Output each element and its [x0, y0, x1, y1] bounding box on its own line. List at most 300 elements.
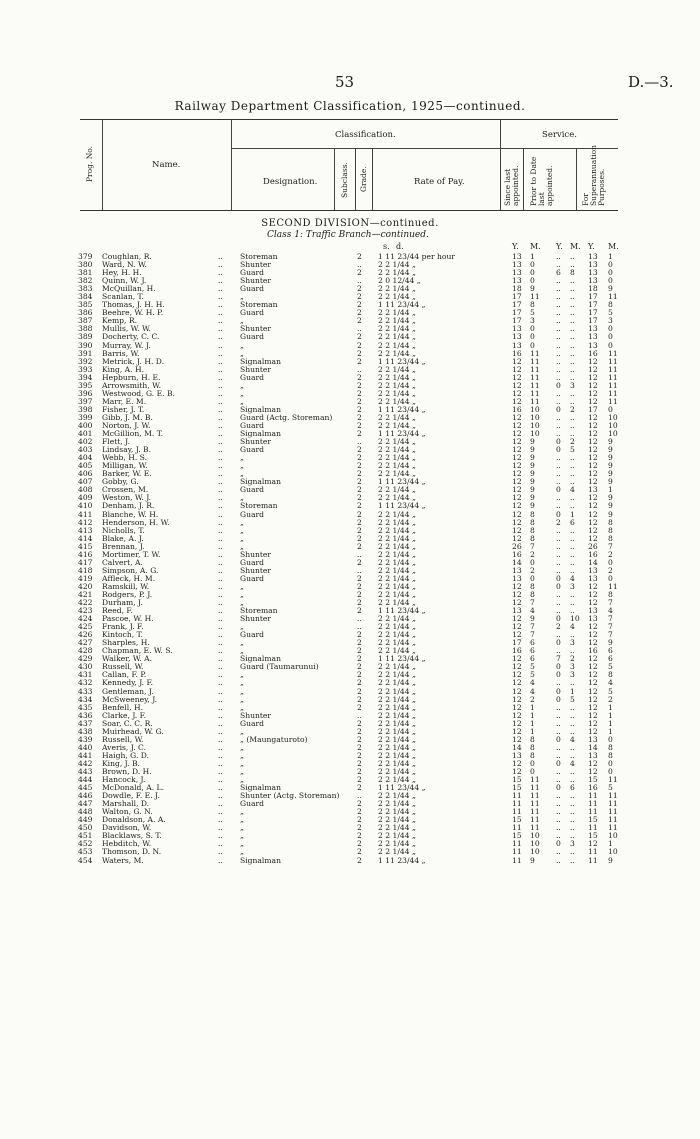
- cell-prog-no: 442: [78, 758, 93, 768]
- cell-leader-dots: ..: [218, 292, 223, 302]
- cell-since-years: 16: [512, 646, 522, 656]
- cell-leader-dots: ..: [218, 348, 223, 358]
- cell-name: Chapman, E. W. S.: [102, 646, 173, 656]
- cell-since-years: 11: [512, 847, 522, 857]
- cell-grade: ..: [357, 614, 362, 624]
- cell-name: Davidson, W.: [102, 823, 152, 833]
- cell-since-years: 12: [512, 767, 522, 776]
- cell-leader-dots: ..: [218, 622, 223, 632]
- cell-name: Brown, D. H.: [102, 767, 152, 776]
- cell-since-months: 11: [530, 783, 540, 793]
- cell-rate-of-pay: 2 2 1/44 „: [378, 758, 416, 768]
- cell-total-years: 12: [588, 654, 598, 664]
- subhead-shillings: s.: [383, 242, 390, 251]
- cell-since-years: 12: [512, 469, 522, 479]
- cell-since-months: 1: [530, 710, 535, 720]
- cell-name: Reed, F.: [102, 606, 133, 616]
- cell-designation: „: [240, 775, 244, 785]
- cell-prog-no: 411: [78, 509, 93, 519]
- cell-total-months: 0: [608, 573, 613, 583]
- cell-rate-of-pay: 2 2 1/44 „: [378, 412, 416, 422]
- cell-designation: „: [240, 525, 244, 535]
- cell-leader-dots: ..: [218, 300, 223, 310]
- cell-designation: „: [240, 686, 244, 696]
- cell-prior-years: ..: [556, 598, 561, 608]
- cell-since-years: 12: [512, 356, 522, 366]
- cell-prior-months: ..: [570, 348, 575, 358]
- cell-total-months: 9: [608, 461, 613, 471]
- cell-total-months: 10: [608, 420, 618, 430]
- cell-since-years: 18: [512, 284, 522, 294]
- cell-rate-of-pay: 2 2 1/44 „: [378, 308, 416, 318]
- cell-rate-of-pay: 2 2 1/44 „: [378, 847, 416, 857]
- cell-leader-dots: ..: [218, 831, 223, 841]
- cell-grade: 2: [357, 630, 362, 640]
- cell-prior-years: 0: [556, 573, 561, 583]
- cell-rate-of-pay: 1 11 23/44 „: [378, 429, 426, 439]
- cell-prior-years: ..: [556, 493, 561, 503]
- cell-prior-years: ..: [556, 791, 561, 801]
- cell-since-years: 12: [512, 493, 522, 503]
- cell-prior-years: ..: [556, 815, 561, 825]
- cell-total-years: 11: [588, 823, 598, 833]
- cell-since-months: 6: [530, 646, 535, 656]
- cell-prior-months: ..: [570, 847, 575, 857]
- cell-grade: 2: [357, 726, 362, 736]
- cell-name: Docherty, C. C.: [102, 332, 160, 342]
- cell-prior-years: ..: [556, 630, 561, 640]
- cell-designation: „: [240, 839, 244, 849]
- cell-since-months: 7: [530, 630, 535, 640]
- cell-since-years: 13: [512, 606, 522, 616]
- cell-designation: „: [240, 750, 244, 760]
- cell-name: Russell, W.: [102, 734, 144, 744]
- cell-designation: „: [240, 292, 244, 302]
- cell-name: Webb, H. S.: [102, 453, 148, 463]
- cell-prog-no: 385: [78, 300, 93, 310]
- cell-prog-no: 421: [78, 589, 93, 599]
- cell-rate-of-pay: 2 2 1/44 „: [378, 340, 416, 350]
- cell-total-years: 12: [588, 767, 598, 776]
- cell-grade: 2: [357, 783, 362, 793]
- cell-designation: Shunter: [240, 260, 272, 270]
- cell-grade: 2: [357, 718, 362, 728]
- cell-prior-years: 0: [556, 485, 561, 495]
- cell-prog-no: 410: [78, 501, 93, 511]
- cell-total-years: 13: [588, 750, 598, 760]
- cell-name: Nicholls, T.: [102, 525, 145, 535]
- cell-prog-no: 404: [78, 453, 93, 463]
- cell-name: Hancock, J.: [102, 775, 146, 785]
- cell-since-years: 16: [512, 404, 522, 414]
- cell-leader-dots: ..: [218, 517, 223, 527]
- cell-total-months: 11: [608, 791, 618, 801]
- cell-rate-of-pay: 1 11 23/44 „: [378, 855, 426, 865]
- cell-designation: „: [240, 469, 244, 479]
- cell-prior-years: ..: [556, 284, 561, 294]
- cell-prior-years: ..: [556, 718, 561, 728]
- cell-designation: „: [240, 726, 244, 736]
- cell-total-years: 12: [588, 710, 598, 720]
- cell-grade: 2: [357, 517, 362, 527]
- cell-prior-months: 2: [570, 654, 575, 664]
- cell-prior-months: ..: [570, 831, 575, 841]
- cell-rate-of-pay: 2 2 1/44 „: [378, 589, 416, 599]
- cell-grade: 2: [357, 573, 362, 583]
- cell-prog-no: 449: [78, 815, 93, 825]
- cell-prior-months: ..: [570, 493, 575, 503]
- cell-total-years: 17: [588, 292, 598, 302]
- cell-name: Callan, F. P.: [102, 670, 147, 680]
- cell-grade: 2: [357, 316, 362, 326]
- cell-since-months: 9: [530, 453, 535, 463]
- cell-leader-dots: ..: [218, 630, 223, 640]
- cell-prog-no: 384: [78, 292, 93, 302]
- cell-grade: 2: [357, 557, 362, 567]
- cell-rate-of-pay: 2 2 1/44 „: [378, 807, 416, 817]
- cell-total-years: 11: [588, 807, 598, 817]
- cell-total-years: 11: [588, 847, 598, 857]
- cell-prog-no: 440: [78, 742, 93, 752]
- cell-designation: „: [240, 638, 244, 648]
- cell-prior-years: ..: [556, 396, 561, 406]
- cell-designation: Guard: [240, 268, 264, 278]
- cell-leader-dots: ..: [218, 453, 223, 463]
- cell-prior-years: ..: [556, 702, 561, 712]
- cell-total-months: 8: [608, 300, 613, 310]
- cell-designation: „: [240, 461, 244, 471]
- subhead-years-1: Y.: [512, 242, 519, 251]
- cell-prog-no: 389: [78, 332, 93, 342]
- cell-prog-no: 396: [78, 388, 93, 398]
- cell-prior-years: ..: [556, 767, 561, 776]
- cell-since-years: 12: [512, 412, 522, 422]
- cell-total-years: 12: [588, 372, 598, 382]
- cell-rate-of-pay: 2 2 1/44 „: [378, 686, 416, 696]
- cell-prog-no: 454: [78, 855, 93, 865]
- cell-prior-months: 5: [570, 445, 575, 455]
- cell-total-months: 9: [608, 453, 613, 463]
- prior-to-header: Prior to Date last appointed.: [529, 156, 554, 206]
- cell-prog-no: 428: [78, 646, 93, 656]
- cell-name: King, J. B.: [102, 758, 140, 768]
- cell-prior-years: 0: [556, 839, 561, 849]
- cell-total-years: 14: [588, 742, 598, 752]
- cell-leader-dots: ..: [218, 501, 223, 511]
- cell-name: Thomas, J. H. H.: [102, 300, 165, 310]
- cell-prog-no: 414: [78, 533, 93, 543]
- cell-total-years: 12: [588, 380, 598, 390]
- cell-prior-years: 6: [556, 268, 561, 278]
- cell-leader-dots: ..: [218, 324, 223, 334]
- cell-total-months: 1: [608, 702, 613, 712]
- cell-prior-months: ..: [570, 855, 575, 865]
- cell-prog-no: 443: [78, 767, 93, 776]
- cell-prog-no: 417: [78, 557, 93, 567]
- cell-prior-months: ..: [570, 630, 575, 640]
- cell-total-years: 12: [588, 726, 598, 736]
- cell-designation: Signalman: [240, 404, 281, 414]
- cell-name: Beehre, W. H. P.: [102, 308, 164, 318]
- cell-total-months: 11: [608, 581, 618, 591]
- cell-prog-no: 402: [78, 437, 93, 447]
- cell-leader-dots: ..: [218, 284, 223, 294]
- cell-prog-no: 444: [78, 775, 93, 785]
- cell-name: Barker, W. E.: [102, 469, 152, 479]
- cell-prior-years: ..: [556, 710, 561, 720]
- cell-prior-months: ..: [570, 477, 575, 487]
- cell-total-months: 8: [608, 750, 613, 760]
- cell-since-years: 12: [512, 662, 522, 672]
- cell-since-years: 12: [512, 710, 522, 720]
- cell-total-years: 11: [588, 799, 598, 809]
- cell-prog-no: 436: [78, 710, 93, 720]
- cell-prog-no: 379: [78, 252, 93, 261]
- cell-prior-months: ..: [570, 606, 575, 616]
- cell-name: Murray, W. J.: [102, 340, 151, 350]
- cell-leader-dots: ..: [218, 396, 223, 406]
- cell-prog-no: 434: [78, 694, 93, 704]
- cell-total-years: 18: [588, 284, 598, 294]
- cell-name: Soar, C. C. R.: [102, 718, 153, 728]
- cell-total-years: 12: [588, 662, 598, 672]
- cell-since-years: 12: [512, 372, 522, 382]
- cell-since-months: 11: [530, 396, 540, 406]
- section-title: SECOND DIVISION—continued.: [261, 218, 439, 229]
- cell-prior-months: ..: [570, 501, 575, 511]
- cell-prior-years: ..: [556, 276, 561, 286]
- cell-total-years: 13: [588, 260, 598, 270]
- cell-name: Blanche, W. H.: [102, 509, 159, 519]
- cell-leader-dots: ..: [218, 855, 223, 865]
- cell-since-months: 9: [530, 461, 535, 471]
- cell-since-years: 15: [512, 831, 522, 841]
- cell-total-years: 12: [588, 589, 598, 599]
- cell-grade: 2: [357, 758, 362, 768]
- cell-designation: Guard: [240, 420, 264, 430]
- cell-leader-dots: ..: [218, 412, 223, 422]
- cell-total-years: 12: [588, 533, 598, 543]
- cell-total-years: 15: [588, 775, 598, 785]
- cell-since-years: 12: [512, 485, 522, 495]
- cell-grade: 2: [357, 252, 362, 261]
- cell-total-years: 12: [588, 469, 598, 479]
- cell-prog-no: 430: [78, 662, 93, 672]
- cell-grade: ..: [357, 324, 362, 334]
- cell-since-months: 3: [530, 316, 535, 326]
- cell-since-months: 7: [530, 622, 535, 632]
- cell-since-years: 11: [512, 823, 522, 833]
- cell-designation: Shunter: [240, 324, 272, 334]
- cell-designation: „: [240, 694, 244, 704]
- cell-since-years: 17: [512, 316, 522, 326]
- cell-prior-years: ..: [556, 372, 561, 382]
- cell-total-months: 5: [608, 308, 613, 318]
- cell-since-months: 5: [530, 308, 535, 318]
- cell-grade: 2: [357, 815, 362, 825]
- cell-rate-of-pay: 2 2 1/44 „: [378, 348, 416, 358]
- cell-total-months: 11: [608, 388, 618, 398]
- cell-rate-of-pay: 2 0 12/44 „: [378, 276, 421, 286]
- cell-prior-years: ..: [556, 646, 561, 656]
- cell-grade: 2: [357, 606, 362, 616]
- cell-leader-dots: ..: [218, 767, 223, 776]
- cell-prior-months: 4: [570, 485, 575, 495]
- cell-name: Calvert, A.: [102, 557, 143, 567]
- cell-since-months: 0: [530, 767, 535, 776]
- cell-prior-years: ..: [556, 260, 561, 270]
- cell-total-months: 0: [608, 734, 613, 744]
- cell-total-months: 11: [608, 823, 618, 833]
- cell-total-months: 11: [608, 775, 618, 785]
- cell-since-years: 12: [512, 429, 522, 439]
- cell-total-months: 10: [608, 412, 618, 422]
- cell-since-years: 12: [512, 501, 522, 511]
- cell-total-years: 13: [588, 485, 598, 495]
- cell-rate-of-pay: 2 2 1/44 „: [378, 565, 416, 575]
- cell-total-years: 12: [588, 694, 598, 704]
- cell-leader-dots: ..: [218, 525, 223, 535]
- cell-rate-of-pay: 2 2 1/44 „: [378, 260, 416, 270]
- cell-total-months: 11: [608, 799, 618, 809]
- cell-rate-of-pay: 2 2 1/44 „: [378, 509, 416, 519]
- cell-grade: ..: [357, 710, 362, 720]
- cell-leader-dots: ..: [218, 404, 223, 414]
- cell-designation: „: [240, 646, 244, 656]
- cell-designation: Storeman: [240, 300, 278, 310]
- cell-designation: „: [240, 388, 244, 398]
- cell-since-years: 13: [512, 324, 522, 334]
- cell-total-years: 12: [588, 477, 598, 487]
- cell-prog-no: 387: [78, 316, 93, 326]
- cell-prior-months: 2: [570, 437, 575, 447]
- cell-rate-of-pay: 2 2 1/44 „: [378, 726, 416, 736]
- cell-prior-months: 4: [570, 734, 575, 744]
- cell-since-months: 9: [530, 614, 535, 624]
- cell-prior-months: ..: [570, 372, 575, 382]
- cell-total-months: 9: [608, 493, 613, 503]
- cell-name: Averis, J. C.: [102, 742, 146, 752]
- cell-prior-months: ..: [570, 726, 575, 736]
- cell-prior-years: ..: [556, 726, 561, 736]
- cell-grade: 2: [357, 469, 362, 479]
- cell-name: Gobby, G.: [102, 477, 139, 487]
- cell-since-months: 10: [530, 429, 540, 439]
- cell-designation: Guard (Taumarunui): [240, 662, 319, 672]
- cell-prior-months: 3: [570, 638, 575, 648]
- cell-leader-dots: ..: [218, 477, 223, 487]
- cell-total-months: 9: [608, 855, 613, 865]
- cell-prior-years: ..: [556, 557, 561, 567]
- cell-since-months: 9: [530, 284, 535, 294]
- cell-name: Frank, J. F.: [102, 622, 144, 632]
- cell-since-years: 12: [512, 380, 522, 390]
- cell-prog-no: 438: [78, 726, 93, 736]
- cell-total-months: 9: [608, 509, 613, 519]
- cell-prog-no: 435: [78, 702, 93, 712]
- cell-total-months: 8: [608, 742, 613, 752]
- cell-grade: 2: [357, 461, 362, 471]
- cell-prog-no: 382: [78, 276, 93, 286]
- cell-grade: 2: [357, 404, 362, 414]
- cell-since-months: 11: [530, 823, 540, 833]
- cell-rate-of-pay: 2 2 1/44 „: [378, 630, 416, 640]
- cell-grade: 2: [357, 477, 362, 487]
- cell-name: Waters, M.: [102, 855, 144, 865]
- cell-rate-of-pay: 2 2 1/44 „: [378, 742, 416, 752]
- since-last-header: Since last appointed.: [503, 165, 520, 206]
- designation-header: Designation.: [263, 177, 318, 187]
- cell-prior-years: 0: [556, 734, 561, 744]
- cell-designation: „: [240, 678, 244, 688]
- cell-leader-dots: ..: [218, 750, 223, 760]
- cell-designation: „: [240, 493, 244, 503]
- cell-since-years: 12: [512, 388, 522, 398]
- cell-total-years: 16: [588, 549, 598, 559]
- cell-prior-months: ..: [570, 364, 575, 374]
- cell-since-months: 8: [530, 517, 535, 527]
- cell-prior-years: 2: [556, 622, 561, 632]
- cell-name: Kintoch, T.: [102, 630, 143, 640]
- cell-leader-dots: ..: [218, 606, 223, 616]
- cell-total-years: 12: [588, 839, 598, 849]
- cell-prior-months: ..: [570, 276, 575, 286]
- cell-designation: „: [240, 815, 244, 825]
- cell-total-months: 9: [608, 437, 613, 447]
- cell-since-years: 11: [512, 855, 522, 865]
- cell-leader-dots: ..: [218, 533, 223, 543]
- document-reference: D.—3.: [628, 73, 674, 91]
- cell-grade: 2: [357, 581, 362, 591]
- cell-prior-months: ..: [570, 453, 575, 463]
- cell-designation: „: [240, 767, 244, 776]
- cell-prior-years: ..: [556, 831, 561, 841]
- cell-prior-years: ..: [556, 533, 561, 543]
- cell-since-years: 14: [512, 557, 522, 567]
- cell-rate-of-pay: 2 2 1/44 „: [378, 453, 416, 463]
- cell-since-years: 13: [512, 565, 522, 575]
- cell-grade: 2: [357, 380, 362, 390]
- cell-since-months: 8: [530, 581, 535, 591]
- cell-since-months: 9: [530, 855, 535, 865]
- cell-name: Dowdle, F. E. J.: [102, 791, 160, 801]
- cell-prog-no: 390: [78, 340, 93, 350]
- cell-since-months: 0: [530, 557, 535, 567]
- cell-total-years: 13: [588, 565, 598, 575]
- cell-prior-years: ..: [556, 453, 561, 463]
- cell-since-months: 1: [530, 726, 535, 736]
- cell-rate-of-pay: 2 2 1/44 „: [378, 493, 416, 503]
- cell-prior-years: ..: [556, 469, 561, 479]
- cell-rate-of-pay: 2 2 1/44 „: [378, 332, 416, 342]
- cell-since-years: 17: [512, 300, 522, 310]
- cell-rate-of-pay: 2 2 1/44 „: [378, 734, 416, 744]
- cell-since-years: 15: [512, 783, 522, 793]
- cell-prior-years: ..: [556, 589, 561, 599]
- cell-leader-dots: ..: [218, 807, 223, 817]
- cell-since-months: 10: [530, 404, 540, 414]
- cell-total-months: 3: [608, 316, 613, 326]
- cell-since-years: 13: [512, 268, 522, 278]
- cell-prior-years: ..: [556, 324, 561, 334]
- cell-grade: 2: [357, 372, 362, 382]
- cell-leader-dots: ..: [218, 469, 223, 479]
- cell-prior-years: ..: [556, 308, 561, 318]
- cell-prog-no: 397: [78, 396, 93, 406]
- cell-designation: Shunter: [240, 565, 272, 575]
- cell-name: Benfell, H.: [102, 702, 143, 712]
- cell-since-years: 12: [512, 694, 522, 704]
